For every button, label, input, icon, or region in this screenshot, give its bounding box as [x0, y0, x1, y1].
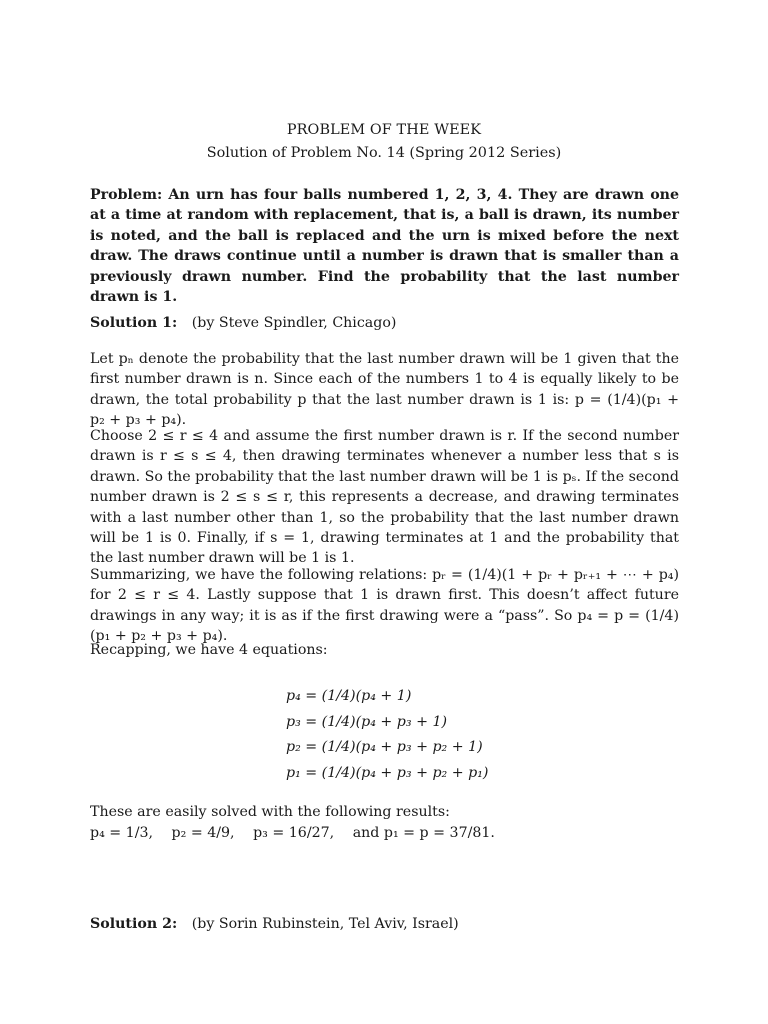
solution-1-paragraph-2: Choose 2 ≤ r ≤ 4 and assume the first number drawn is r. If the second number drawn is r ≤ s ≤ 4, then drawing terminates whenever a number less that s is drawn. So the probability that the last number drawn will be 1 is pₛ. If the second number drawn is 2 ≤ s ≤ r, this represents a decrease, and drawing terminates with a last number other than 1, so the probability that the last number drawn will be 1 is 0. Finally, if s = 1, drawing terminates at 1 and the probability that the last number drawn will be 1 is 1. [90, 428, 679, 567]
results-block [90, 802, 509, 844]
solution-1-paragraph-3: Summarizing, we have the following relations: pᵣ = (1/4)(1 + pᵣ + pᵣ₊₁ + ⋯ + p₄) for 2 ≤ r ≤ 4. Lastly suppose that 1 is drawn first. This doesn’t affect future drawings in any way; it is as if the first drawing were a “pass”. So p₄ = p = (1/4)(p₁ + p₂ + p₃ + p₄). [90, 567, 679, 645]
result-p2: p₂ = 4/9, [171, 825, 235, 841]
equation-system [286, 684, 488, 786]
result-p1: and p₁ = p = 37/81. [352, 825, 495, 841]
result-p4: p₄ = 1/3, [90, 825, 154, 841]
page-title: PROBLEM OF THE WEEK [286, 122, 482, 138]
solution-2-label: Solution 2: [90, 916, 178, 932]
equation-p3: p₃ = (1/4)(p₄ + p₃ + 1) [286, 713, 448, 730]
results-line [90, 823, 509, 844]
page-subtitle: Solution of Problem No. 14 (Spring 2012 Series) [206, 145, 562, 161]
solution-1-heading [90, 315, 396, 331]
equation-p4: p₄ = (1/4)(p₄ + 1) [286, 688, 412, 704]
equation-p1: p₁ = (1/4)(p₄ + p₃ + p₂ + p₁) [286, 764, 489, 781]
result-p3: p₃ = 16/27, [253, 825, 335, 841]
solution-1-paragraph-1: Let pₙ denote the probability that the last number drawn will be 1 given that the first number drawn is n. Since each of the numbers 1 to 4 is equally likely to be drawn, the total probability p that the last number drawn is 1 is: p = (1/4)(p₁ + p₂ + p₃ + p₄). [90, 351, 679, 429]
recap-text: Recapping, we have 4 equations: [90, 642, 328, 658]
results-intro: These are easily solved with the following results: [90, 804, 450, 820]
solution-1-author: (by Steve Spindler, Chicago) [191, 315, 397, 331]
solution-2-heading [90, 916, 459, 932]
problem-statement: Problem: An urn has four balls numbered 1, 2, 3, 4. They are drawn one at a time at random with replacement, that is, a ball is drawn, its number is noted, and the ball is replaced and the urn is mixed before the next draw. The draws continue until a number is drawn that is smaller than a previously drawn number. Find the probability that the last number drawn is 1. [90, 187, 679, 306]
solution-2-author: (by Sorin Rubinstein, Tel Aviv, Israel) [191, 916, 459, 932]
solution-1-label: Solution 1: [90, 315, 178, 331]
equation-p2: p₂ = (1/4)(p₄ + p₃ + p₂ + 1) [286, 739, 483, 755]
